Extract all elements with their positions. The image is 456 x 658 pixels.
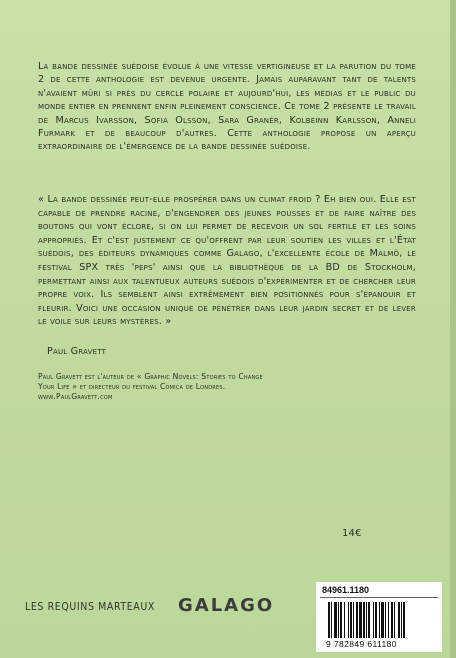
barcode-bar	[381, 602, 384, 638]
barcode-bar	[356, 602, 358, 638]
barcode-ean: 9 782849 611180	[326, 639, 397, 649]
intro-paragraph: La bande dessinée suédoise évolue à une vitesse vertigineuse et la parution du tome 2 de cette anthologie est devenue urgente. Jamais auparavant tant de talents n'avaient mûri si près du cercle polaire et aujourd'hui, les médias et le public du monde entier en prennent enfin pleinement conscience. Ce tome 2 présente le travail de Marcus Ivarsson, Sofia Olsson, Sara Granér, Kolbeinn Karlsson, Anneli Furmark et de beaucoup d'autres. Cette anthologie propose un aperçu extraordinaire de l'émergence de la bande dessinée suédoise.	[38, 61, 416, 153]
barcode-bar	[401, 602, 402, 638]
barcode-bar	[353, 602, 354, 638]
barcode-bar	[385, 602, 386, 638]
barcode-bar	[403, 602, 405, 638]
barcode-bar	[331, 602, 332, 638]
barcode-bar	[366, 602, 367, 638]
quote-paragraph: « La bande dessinée peut-elle prospérer dans un climat froid ? Eh bien oui. Elle est capable de prendre racine, d'engendrer des jeunes pousses et de faire naître des boutons qui vont éclore, si on lui permet de recevoir un sol fertile et les soins appropriés. Et c'est justement ce qu'offrent par leur soutien les villes et l'État suédois, des éditeurs dynamiques comme Galago, l'excellente école de Malmö, le festival SPX très 'peps' ainsi que la bibliothèque de la BD de Stockholm, permettant ainsi aux talentueux auteurs suédois d'expérimenter et de chercher leur propre voix. Ils semblent ainsi extrêmement bien positionnés pour s'épanouir et fleurir. Voici une occasion unique de pénétrer dans leur jardin secret et de lever le voile sur leurs mystères. »	[38, 194, 416, 328]
barcode-bar	[391, 602, 393, 638]
barcode-sticker	[316, 582, 442, 652]
barcode-bar	[379, 602, 380, 638]
barcode-bar	[350, 602, 352, 638]
barcode-bar	[375, 602, 377, 638]
barcode-bar	[363, 602, 365, 638]
barcode-bar	[359, 602, 362, 638]
barcode-bar	[340, 602, 342, 638]
barcode-bar	[348, 602, 349, 638]
cover-edge	[450, 0, 456, 658]
author-bio	[38, 372, 368, 402]
barcode-bar	[394, 602, 395, 638]
barcode-bar	[368, 602, 370, 638]
bio-website: www.PaulGravett.com	[38, 392, 113, 401]
barcode-bar	[373, 602, 374, 638]
barcode-divider	[320, 597, 438, 598]
bio-line-1: Paul Gravett est l'auteur de « Graphic Novels: Stories to Change	[38, 372, 263, 381]
barcode-bar	[338, 602, 339, 638]
publisher-galago: GALAGO	[178, 595, 275, 616]
barcode-bar	[334, 602, 337, 638]
barcode-ref: 84961.1180	[322, 585, 370, 595]
barcode-bar	[398, 602, 400, 638]
barcode-bar	[344, 602, 345, 638]
barcode-bar	[388, 602, 389, 638]
barcode-bars	[328, 602, 432, 638]
barcode-bar	[328, 602, 330, 638]
publisher-requins-marteaux: LES REQUINS MARTEAUX	[25, 601, 155, 613]
price-label: 14€	[342, 528, 362, 539]
quote-signature: Paul Gravett	[47, 346, 107, 357]
bio-line-2: Your Life » et directeur du festival Comica de Londres.	[38, 382, 226, 391]
